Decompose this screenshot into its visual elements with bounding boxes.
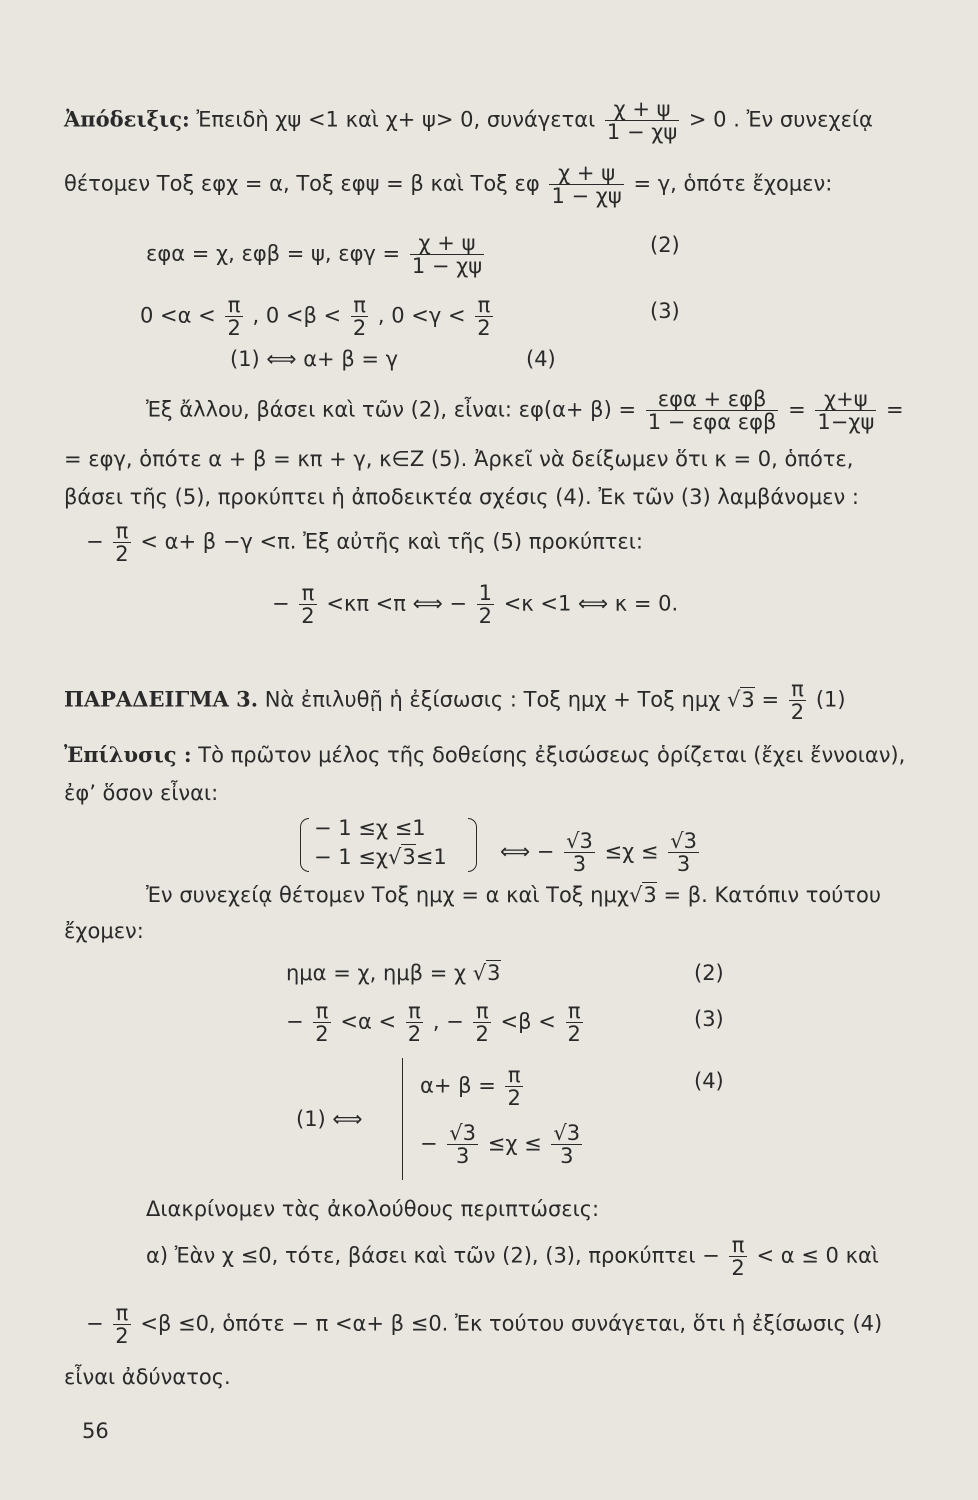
fraction: $\frac{\pi}{2}$ (475, 999, 489, 1046)
system2-brace (402, 1058, 403, 1180)
case-a-line-3: εἶναι ἀδύνατος. (64, 1365, 231, 1389)
proof-line-6: = εφγ, ὁπότε α + β = κπ + γ, κ∈Z (5). Ἀρκεῖ νὰ δείξωμεν ὅτι κ = 0, ὁπότε, (64, 447, 854, 471)
fraction: $\frac{\pi}{2}$ (567, 999, 581, 1046)
fraction: $\frac{\pi}{2}$ (477, 293, 491, 340)
example-heading: ΠΑΡΑΔΕΙΓΜΑ 3. (64, 686, 259, 712)
equation-2: εφα = χ, εφβ = ψ, εφγ = $\frac{\chi + \psi}{1 - \chi\psi}$ (146, 231, 483, 278)
solution-line-1: Ἐπίλυσις : Τὸ πρῶτον μέλος τῆς δοθείσης ἐξισώσεως ὁρίζεται (ἔχει ἔννοιαν), (64, 742, 906, 767)
fraction: $\frac{\pi}{2}$ (352, 293, 367, 340)
proof-line-1: Ἀπόδειξις: Ἐπειδὴ χψ <1 καὶ χ+ ψ> 0, συνάγεται $\frac{\chi + \psi}{1 - \chi\psi}$ > 0 . Ἐν συνεχείᾳ (64, 97, 873, 144)
fraction: $\frac{√3}{3}$ (449, 1121, 477, 1168)
fraction: $\frac{\pi}{2}$ (507, 1063, 521, 1110)
fraction: $\frac{\pi}{2}$ (731, 1233, 745, 1280)
fraction: $\frac{\pi}{2}$ (315, 999, 329, 1046)
fraction: $\frac{\pi}{2}$ (115, 1301, 129, 1348)
case-a-line-2: − $\frac{\pi}{2}$ <β ≤0, ὁπότε − π <α+ β ≤0. Ἐκ τούτου συνάγεται, ὅτι ἡ ἐξίσωσις (4) (86, 1301, 883, 1348)
cases-intro: Διακρίνομεν τὰς ἀκολούθους περιπτώσεις: (146, 1197, 600, 1221)
fraction: $\frac{√3}{3}$ (670, 829, 697, 876)
system2-row-2: − $\frac{√3}{3}$ ≤χ ≤ $\frac{√3}{3}$ (420, 1121, 581, 1168)
fraction: $\frac{\pi}{2}$ (227, 293, 241, 340)
equation-tag: (2) (694, 961, 724, 985)
equation-3: 0 <α < $\frac{\pi}{2}$ , 0 <β < $\frac{\pi}{2}$ , 0 <γ < $\frac{\pi}{2}$ (140, 293, 491, 340)
system2-lhs: (1) ⟺ (296, 1107, 363, 1131)
fraction: $\frac{\chi + \psi}{1 - \chi\psi}$ (411, 231, 483, 278)
equation-4: (1) ⟺ α+ β = γ (230, 347, 399, 371)
equation-tag: (4) (526, 347, 556, 371)
equation-tag: (2) (650, 233, 680, 257)
system-rhs: ⟺ − $\frac{√3}{3}$ ≤χ ≤ $\frac{√3}{3}$ (500, 829, 697, 876)
fraction: $\frac{\pi}{2}$ (407, 999, 422, 1046)
solution-label: Ἐπίλυσις : (64, 742, 192, 767)
fraction: $\frac{1}{2}$ (478, 581, 493, 628)
equation-tag: (3) (694, 1007, 724, 1031)
fraction: $\frac{\pi}{2}$ (115, 519, 129, 566)
proof-line-9: − $\frac{\pi}{2}$ <κπ <π ⟺ − $\frac{1}{2}$ <κ <1 ⟺ κ = 0. (272, 581, 679, 628)
proof-line-2: θέτομεν Τοξ εφχ = α, Τοξ εφψ = β καὶ Τοξ εφ $\frac{\chi + \psi}{1 - \chi\psi}$ = γ, ὁπότε ἔχομεν: (64, 161, 833, 208)
example-line-2: Ἐν συνεχείᾳ θέτομεν Τοξ ημχ = α καὶ Τοξ ημχ√3 = β. Κατόπιν τούτου (146, 883, 882, 907)
fraction: $\frac{\pi}{2}$ (301, 581, 315, 628)
example-equation-2: ημα = χ, ημβ = χ √3 (286, 961, 501, 985)
fraction: $\frac{\chi+\psi}{1-\chi\psi}$ (817, 387, 875, 434)
fraction: $\frac{\text{εφα + εφβ}}{\text{1 − εφα εφβ}}$ (647, 387, 777, 434)
right-brace (468, 818, 477, 872)
fraction: $\frac{√3}{3}$ (566, 829, 593, 876)
case-a-line-1: α) Ἐὰν χ ≤0, τότε, βάσει καὶ τῶν (2), (3), προκύπτει − $\frac{\pi}{2}$ < α ≤ 0 καὶ (146, 1233, 879, 1280)
solution-line-2: ἐφ’ ὅσον εἶναι: (64, 781, 219, 805)
proof-line-5: Ἐξ ἄλλου, βάσει καὶ τῶν (2), εἶναι: εφ(α+ β) = $\frac{\text{εφα + εφβ}}{\text{1 − εφα εφβ}}$ = $\frac{\chi+\psi}{1-\chi\psi}$ = (146, 387, 904, 434)
fraction: $\frac{\chi + \psi}{1 - \chi\psi}$ (551, 161, 622, 208)
page-number: 56 (82, 1419, 109, 1443)
example-line-1: ΠΑΡΑΔΕΙΓΜΑ 3. Νὰ ἐπιλυθῇ ἡ ἐξίσωσις : Τοξ ημχ + Τοξ ημχ √3 = $\frac{\pi}{2}$ (1) (64, 677, 846, 724)
fraction: $\frac{\chi + \psi}{1 - \chi\psi}$ (606, 97, 678, 144)
system-row-1: − 1 ≤χ ≤1 (314, 816, 426, 840)
fraction: $\frac{√3}{3}$ (553, 1121, 581, 1168)
system-row-2: − 1 ≤χ√3≤1 (314, 845, 447, 869)
equation-tag: (4) (694, 1069, 724, 1093)
proof-line-8: − $\frac{\pi}{2}$ < α+ β −γ <π. Ἐξ αὐτῆς καὶ τῆς (5) προκύπτει: (86, 519, 643, 566)
example-line-3: ἔχομεν: (64, 919, 144, 943)
equation-tag: (3) (650, 299, 680, 323)
proof-line-7: βάσει τῆς (5), προκύπτει ἡ ἀποδεικτέα σχέσις (4). Ἐκ τῶν (3) λαμβάνομεν : (64, 485, 860, 509)
system2-row-1: α+ β = $\frac{\pi}{2}$ (420, 1063, 521, 1110)
example-equation-3: − $\frac{\pi}{2}$ <α < $\frac{\pi}{2}$ , − $\frac{\pi}{2}$ <β < $\frac{\pi}{2}$ (286, 999, 581, 1046)
left-brace (300, 818, 309, 872)
proof-label: Ἀπόδειξις: (64, 106, 190, 132)
fraction: $\frac{\pi}{2}$ (790, 677, 805, 724)
